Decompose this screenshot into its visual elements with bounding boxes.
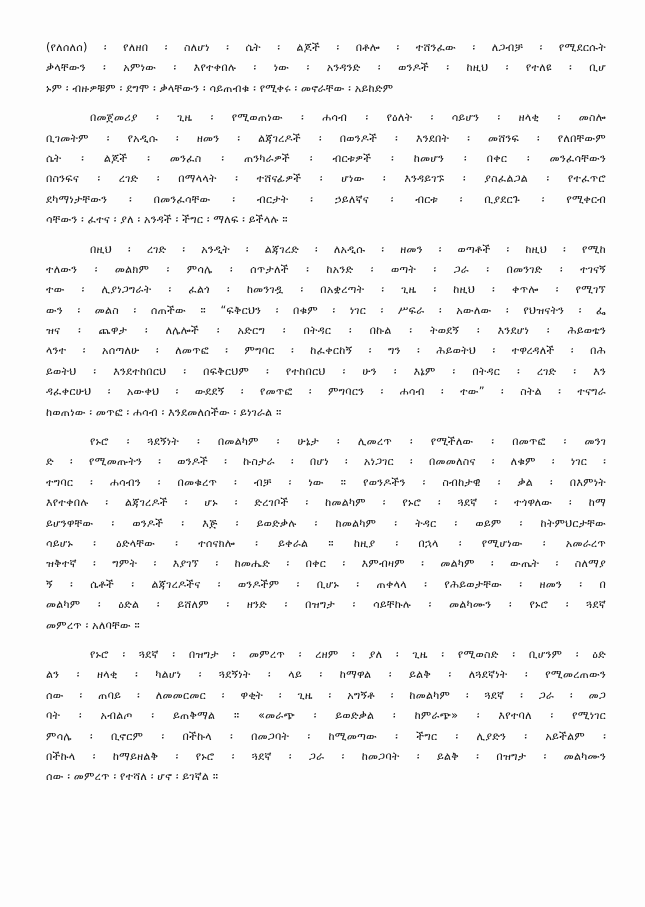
text-line: ሰው ፡ ጠባይ ፡ ለመመርመር ፡ ዋቂት ፡ ጊዜ ፡ አግኝቶ ፡ ከመልካም ፡ ጓደኛ ፡ ጋራ ፡ መጋ	[46, 688, 606, 702]
paragraph	[46, 240, 606, 424]
text-line: በመጀመሪያ ፡ ጊዜ ፡ የሚወጠነው ፡ ሐሳብ ፡ የዕለት ፡ ሳይሆን ፡ ዘላቂ ፡ መስሎ	[90, 111, 606, 125]
text-line: ተለውን ፡ መልክም ፡ ምሳሌ ፡ ሰጥታለች ፡ ከአንድ ፡ ወጣት ፡ ጋራ ፡ በመንገድ ፡ ተገናኝ	[46, 262, 606, 276]
text-line: ሳቸውን ፡ ፈተና ፡ ያለ ፡ አንዳች ፡ ችግር ፡ ማለፍ ፡ ይችላሉ ።	[46, 213, 288, 227]
text-line: ይሆንዋቸው ፡ ወንዶች ፡ እጅ ፡ ይወድቃሉ ፡ ከመልካም ፡ ትዳር ፡ ወይም ፡ ከትምህርታቸው	[46, 516, 606, 530]
text-line: እየተቀበሉ ፡ ልጃገረዶች ፡ ሆኑ ፡ ድረገቦች ፡ ከመልካም ፡ የኑሮ ፡ ጓደኛ ፡ ተጎዋለው ፡ ከማ	[46, 496, 606, 510]
paragraph	[46, 38, 606, 99]
text-line: ዳፈቀርሁህ ፡ አውቀህ ፡ ውደደኝ ፡ የመጥፎ ፡ ምግባርን ፡ ሐሳብ ፡ ተው” ፡ ስትል ፡ ተናግራ	[46, 385, 606, 399]
text-line: ላንተ ፡ አሰጣለሁ ፡ ለመጥፎ ፡ ምግባር ፡ ከፈቀርከኝ ፡ ግን ፡ ሕይወትህ ፡ ተዋረዳለች ፡ በሕ	[46, 344, 606, 358]
text-line: ደካማነታቸውን ፡ በመንፈሳቸው ፡ ብርታት ፡ ኃይለኛና ፡ ብርቱ ፡ ቢያደርጉ ፡ የሚቀርብ	[46, 192, 606, 206]
text-line: መልካም ፡ ዕድል ፡ ይሸለም ፡ ዘንድ ፡ በዝግታ ፡ ሳይቸኩሉ ፡ መልካሙን ፡ የኑሮ ፡ ጓደኛ	[46, 598, 606, 612]
text-line: ባት ፡ አብልጦ ፡ ይጠቅማል ። «መራጭ ፡ ይወድቃል ፡ ከምራጭ» ፡ እየተባለ ፡ የሚነገር	[46, 709, 606, 723]
paragraph	[46, 645, 606, 788]
text-line: የኑሮ ፡ ጓደኝነት ፡ በመልካም ፡ ሁኔታ ፡ ሊመረጥ ፡ የሚችለው ፡ በመጥፎ ፡ መንገ	[90, 435, 606, 449]
body-text	[46, 38, 606, 797]
text-line: ውን ፡ መልስ ፡ ሰጠችው ። “ፍቅርህን ፡ በቁም ፡ ነገር ፡ ሥፍራ ፡ አውለው ፡ የህዝናትን ፡ ፌ	[46, 303, 606, 317]
text-line: ሴት ፡ ልጆች ፡ መንፈስ ፡ ጠንካራዎች ፡ ብርቱዎች ፡ ከመሆን ፡ በቀር ፡ መንፈሳቸውን	[46, 151, 606, 165]
text-line: ምሳሌ ፡ ቢኖርም ፡ በችኩላ ፡ በመጋባት ፡ ከሚመጣው ፡ ችግር ፡ ሊያድን ፡ አይችልም ፡	[46, 729, 606, 743]
text-line: ኑም ፡ ብዙዎቹም ፡ ደግሞ ፡ ቃላቸውን ፡ ሳይጠብቁ ፡ የሚቀሩ ፡ መኖራቸው ፡ አይከድም	[46, 81, 394, 95]
text-line: ከወጠነው ፡ መጥፎ ፡ ሐሳብ ፡ እንደመለሰችው ፡ ይነገራል ።	[46, 405, 282, 419]
text-line: በስንፍና ፡ ረገድ ፡ በማላላት ፡ ተሸናፊዎች ፡ ሆነው ፡ እንዳይገኙ ፡ ያስፈልጋል ፡ የተፈጥሮ	[46, 172, 606, 186]
text-line: ሰው ፡ መምረጥ ፡ የተሻለ ፡ ሆኖ ፡ ይገኛል ።	[46, 770, 219, 784]
text-line: ተግባር ፡ ሐሳብን ፡ በመቁረጥ ፡ ብቻ ፡ ነው ። የወንዶችን ፡ ስብከታዊ ፡ ቃል ፡ በእምነት	[46, 475, 606, 489]
text-line: ቃላቸውን ፡ አምነው ፡ እየተቀበሉ ፡ ነው ፡ አንዳንድ ፡ ወንዶች ፡ ከዚህ ፡ የተለዩ ፡ ቢሆ	[46, 61, 606, 75]
paragraph	[46, 432, 606, 636]
text-line: ሳይሆኑ ፡ ዕድላቸው ፡ ተሰናክሎ ፡ ይቀራል ። ከዚያ ፡ በኋላ ፡ የሚሆነው ፡ አመራረጥ	[46, 536, 606, 550]
text-line: ኝ ፡ ሴቶች ፡ ልጃገረዶችና ፡ ወንዶችም ፡ ቢሆኑ ፡ ጠቀላላ ፡ የሕይወታቸው ፡ ዘመን ፡ በ	[46, 577, 606, 591]
text-line: በዚህ ፡ ረገድ ፡ አንዲት ፡ ልጃገረድ ፡ ለአዲሱ ፡ ዘመን ፡ ወጣቶች ፡ ከዚህ ፡ የሚከ	[90, 242, 606, 256]
text-line: ቢገመትም ፡ የአዲሱ ፡ ዘመን ፡ ልጃገረዶች ፡ በወንዶች ፡ እንደበት ፡ መሸንፍ ፡ የለበቸውም	[46, 131, 606, 145]
text-line: ድ ፡ የሚመጡትን ፡ ወንዶች ፡ ኩስታራ ፡ በሆነ ፡ አነጋገር ፡ በመመለስና ፡ ለቁም ፡ ነገር ፡	[46, 455, 606, 469]
text-line: በችኩላ ፡ ከማይዘልቅ ፡ የኑሮ ፡ ጓደኛ ፡ ጋራ ፡ ከመጋባት ፡ ይልቅ ፡ በዝግታ ፡ መልካሙን	[46, 749, 606, 763]
text-line: የኑሮ ፡ ጓደኛ ፡ በዝግታ ፡ መምረጥ ፡ ረዘም ፡ ያለ ፡ ጊዜ ፡ የሚወስድ ፡ ቢሆንም ፡ ዕድ	[90, 647, 606, 661]
paragraph	[46, 108, 606, 230]
text-line: ዝቅተኛ ፡ ግምት ፡ እያገኘ ፡ ከመሔድ ፡ በቀር ፡ እምብዛም ፡ መልካም ፡ ውጤት ፡ ስለማያ	[46, 557, 606, 571]
text-line: (የለሰለሰ) ፡ የለዘበ ፡ ስለሆነ ፡ ሴት ፡ ልጆች ፡ በቶሎ ፡ ተሸንፈው ፡ ለጋብቻ ፡ የሚደርሱት	[46, 41, 606, 54]
text-line: ይወትህ ፡ እንደተከበርህ ፡ በፍቅርህም ፡ የተከበርህ ፡ ሁን ፡ እኔም ፡ በትዳር ፡ ረገድ ፡ እን	[46, 364, 606, 378]
text-line: ተው ፡ ሊያነጋግራት ፡ ፈልጎ ፡ ከመንገዷ ፡ በአቋረጣት ፡ ጊዜ ፡ ከዚህ ፡ ቀጥሎ ፡ የሚገኘ	[46, 283, 606, 297]
text-line: መምረጥ ፡ አለባቸው ።	[46, 618, 140, 632]
text-line: ዝና ፡ ጨዋታ ፡ ለሌሎች ፡ አድርግ ፡ በትዳር ፡ በኩል ፡ ትወደኝ ፡ እንደሆነ ፡ ሕይወቴን	[46, 324, 606, 338]
text-line: ልን ፡ ዘላቂ ፡ ካልሆነ ፡ ጓደኝነት ፡ ላይ ፡ ከማዋል ፡ ይልቅ ፡ ለጓደኛነት ፡ የሚመረጠውን	[46, 668, 606, 682]
